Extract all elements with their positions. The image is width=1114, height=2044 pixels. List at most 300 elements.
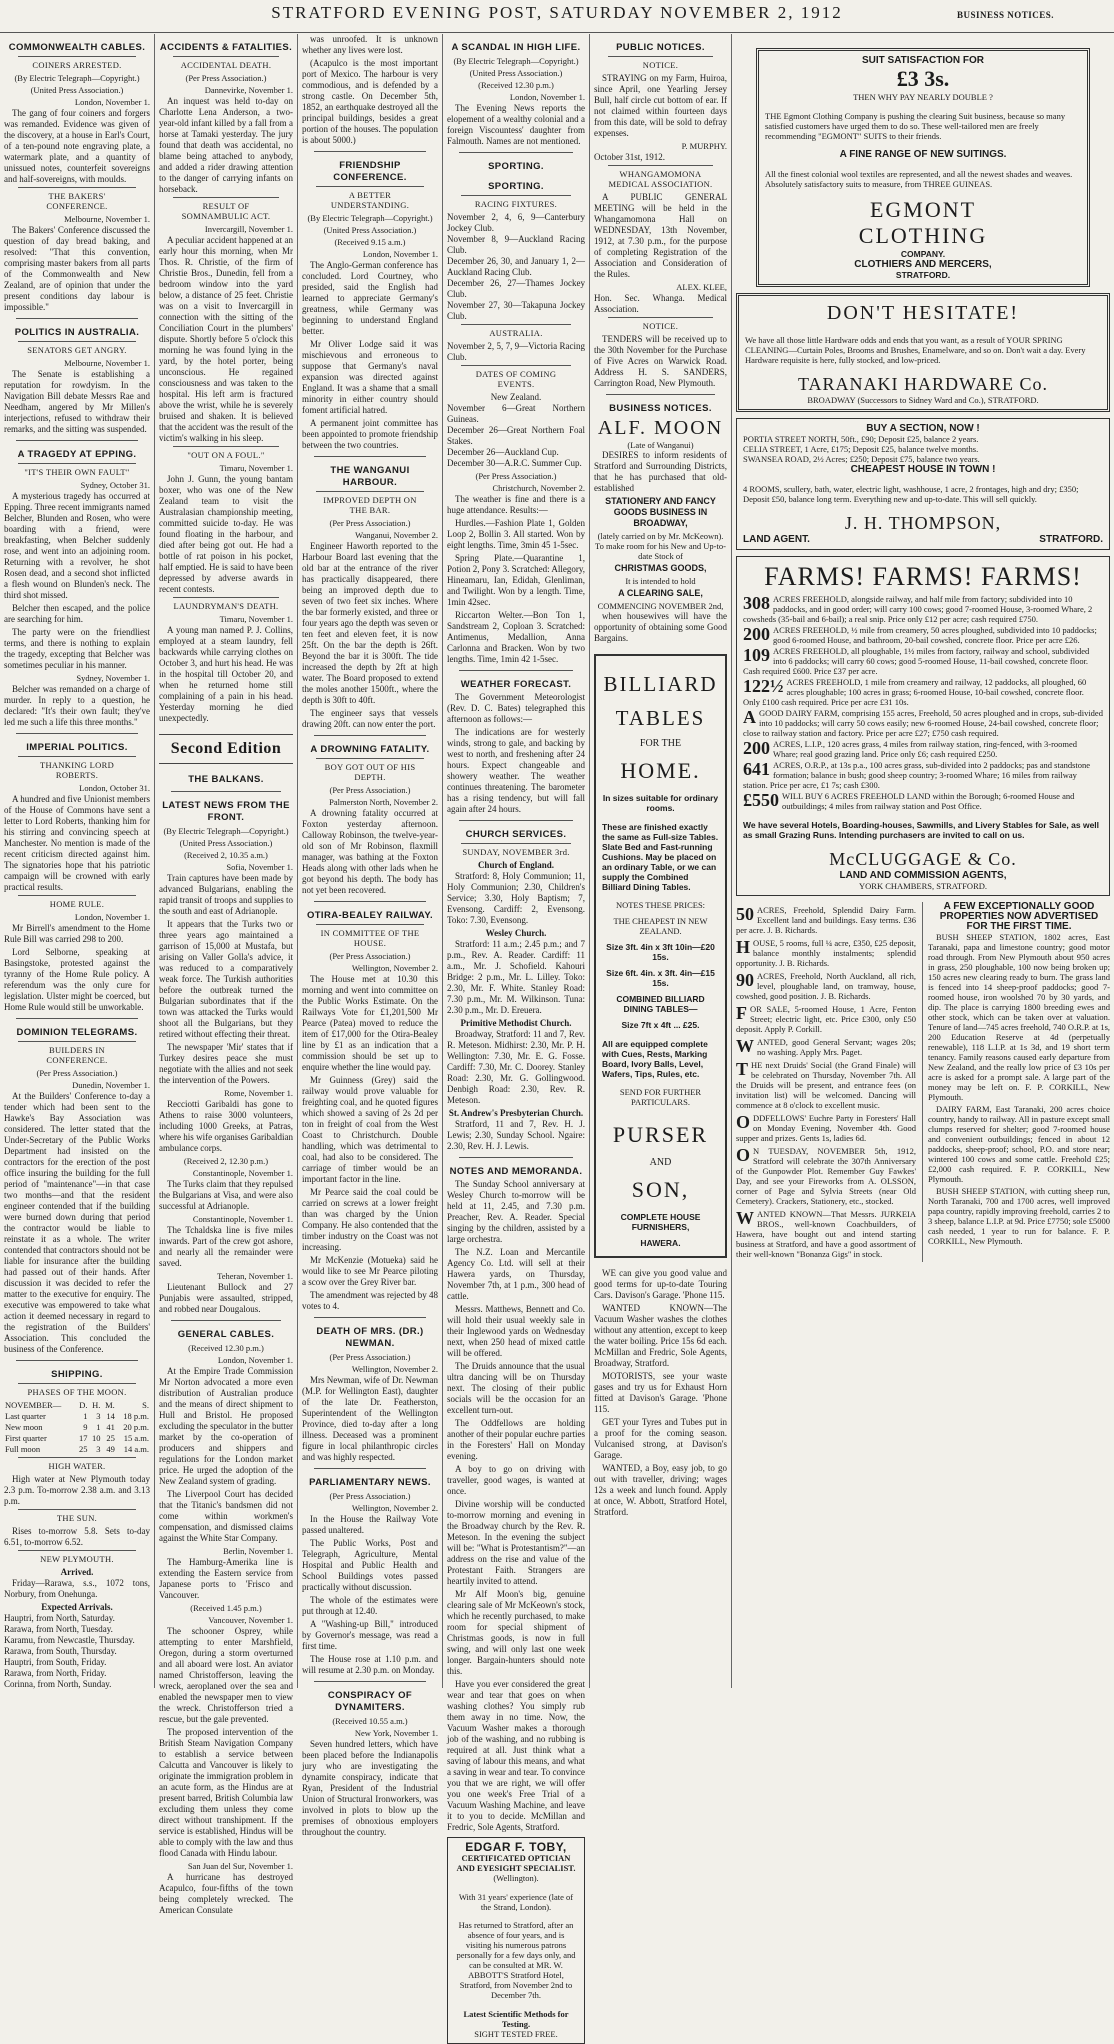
headline: OTIRA-BEALEY RAILWAY.	[306, 910, 434, 921]
dateline: Teheran, November 1.	[217, 1271, 293, 1281]
advert-heading: CHEAPEST HOUSE IN TOWN !	[850, 464, 996, 475]
divider	[459, 152, 573, 153]
dateline: Timaru, November 1.	[219, 463, 293, 473]
church-name: Primitive Methodist Church.	[460, 1018, 572, 1028]
credit: (Per Press Association.)	[185, 73, 267, 83]
listing-text: ACRES, L.I.P., 120 acres grass, 4 miles from railway station, ring-fenced, with 3-roomed Whare; real good grazing land. Price only £6; cash required £250.	[773, 739, 1078, 759]
listing-text: OR SALE, 5-roomed House, 1 Acre, Fenton Street; electric light, etc. Price £300, only £50 deposit. Apply P. Corkill.	[736, 1004, 916, 1034]
column-4	[443, 34, 590, 2039]
list-item: November 27, 30—Takapuna Jockey Club.	[447, 300, 585, 321]
moon-cell: 15 a.m.	[123, 1433, 149, 1443]
article-text: The gang of four coiners and forgers was remanded. Evidence was given of the discovery, at a house in Earl's Court, of a ten-pound note engraving plate, a watermark plate, and a quantity of unissued notes, counterfeit sovereigns and half-sovereigns, with moulds.	[4, 108, 150, 184]
divider	[16, 1360, 138, 1361]
shipping-arrived-heading: Arrived.	[60, 1567, 94, 1577]
credit: (By Electric Telegraph—Copyright.)	[453, 56, 579, 66]
divider	[314, 735, 426, 736]
article-text: A hundred and five Unionist members of the House of Commons have sent a letter to Lord Roberts, thanking him for his stirring and convincing speech at Manchester. No mention is made of the recent criticism directed against him. The signatories hope that his patriotic campaign will be crowned with early practical results.	[4, 794, 150, 892]
advert-title: HOME.	[620, 758, 701, 783]
credit: (Per Press Association.)	[475, 471, 557, 481]
advert-text: LAND AND COMMISSION AGENTS,	[839, 870, 1007, 881]
headline: CHURCH SERVICES.	[465, 829, 567, 840]
moon-cell: 14	[106, 1411, 115, 1421]
advert-heading: A CLEARING SALE,	[618, 588, 703, 598]
section-heading: BUSINESS NOTICES.	[609, 403, 712, 414]
listing	[743, 646, 1103, 676]
advert-title: SON,	[631, 1177, 690, 1202]
advert-brand: J. H. THOMPSON,	[844, 513, 1002, 533]
dateline: London, November 1.	[74, 97, 150, 107]
dateline: Dannevirke, November 1.	[204, 85, 293, 95]
listing-text: ACRES FREEHOLD, 1 mile from creamery and railway, 12 paddocks, all ploughed, 60 acres ploughable; 100 acres in grass; 6-roomed House, 10-bail cowshed, concrete floor. Only £100 cash required. Price per acre £31 10s.	[743, 677, 1087, 707]
moon-cell: 10	[91, 1433, 101, 1443]
dateline: Sydney, November 1.	[76, 673, 150, 683]
headline: LATEST NEWS FROM THE FRONT.	[162, 800, 290, 823]
shipping-expected-heading: Expected Arrivals.	[41, 1602, 113, 1612]
headline: A SCANDAL IN HIGH LIFE.	[451, 42, 581, 53]
small-ad	[736, 1146, 916, 1206]
article-text: The Government Meteorologist (Rev. D. C. Bates) telegraphed this afternoon as follows:—	[447, 692, 585, 724]
advert-brand: TARANAKI HARDWARE Co.	[797, 374, 1049, 394]
received-time: (Received 1.45 p.m.)	[190, 1603, 262, 1613]
listing	[743, 625, 1103, 645]
column-6	[732, 34, 1114, 1688]
divider	[606, 394, 715, 395]
advert-text: DESIRES to inform residents of Stratford and Surrounding Districts, that he has purchased that old-established	[594, 450, 727, 493]
article-text: Divine worship will be conducted to-morrow morning and evening in the Broadway church by the Rev. R. Meteson. In the evening the subject will be: "What is Protestantism?"—an address on the rise and value of the Protestant Faith. Strangers are heartily invited to attend.	[447, 1499, 585, 1586]
headline: WEATHER FORECAST.	[460, 679, 572, 690]
egmont-clothing-advert	[756, 48, 1090, 287]
headline: COMMONWEALTH CABLES.	[8, 42, 146, 53]
list-item: December 30—A.R.C. Summer Cup.	[447, 458, 582, 468]
moon-cell: 49	[106, 1444, 115, 1454]
subheading: IN COMMITTEE OF THE HOUSE.	[316, 924, 424, 948]
small-ad	[736, 1113, 916, 1143]
second-edition-banner: Second Edition	[159, 734, 293, 764]
advert-heading: STATIONERY AND FANCY GOODS BUSINESS IN BROADWAY,	[605, 496, 716, 528]
subheading: THE SUN.	[18, 1509, 136, 1523]
article-text: Lord Selborne, speaking at Basingstoke, protested against the tyranny of the Home Rule policy. A referendum was the only cure for legislation. Ulster might be coerced, but Home Rule would still be unworkable.	[4, 947, 150, 1012]
subheading: BOY GOT OUT OF HIS DEPTH.	[316, 758, 424, 782]
table-row	[4, 1422, 150, 1433]
listing-number: 308	[743, 593, 770, 613]
advert-title: BILLIARD	[603, 672, 718, 696]
table-row	[4, 1411, 150, 1422]
article-text: A "Washing-up Bill," introduced by Governor's message, was read a first time.	[302, 1619, 438, 1651]
listing-number: 122½	[743, 676, 784, 696]
headline: SPORTING.	[488, 161, 544, 172]
headline: GENERAL CABLES.	[177, 1329, 275, 1340]
listing-line: CELIA STREET, 1 Acre, £175; Deposit £25, balance twelve months.	[743, 444, 979, 454]
headline: SPORTING.	[488, 181, 544, 192]
listing-number: H	[736, 937, 751, 957]
divider	[16, 318, 138, 319]
article-text: In the House the Railway Vote passed unaltered.	[302, 1514, 438, 1535]
listing	[743, 760, 1103, 790]
advert-text: BUSH SHEEP STATION, with cutting sheep run, North Taranaki, 700 and 1700 acres, well improved papa country, rapidly improving freehold, carries 2 to 3 sheep, balance L.I.P. at 9d. Price £7750; sole £5000 cash needed, 1 year to run for balance. F. P. CORKILL, New Plymouth.	[928, 1186, 1110, 1246]
article-text: The proposed intervention of the British Steam Navigation Company to establish a service between Calcutta and Vancouver is likely to originate the immigration problem in an acute form, as the Hindus are at present barred, British Columbia law excluding them unless they come direct without transhipment. If the service is established, Hindus will be able to comply with the law and thus flood Canada with Hindu labour.	[159, 1727, 293, 1858]
advert-text: COMPANY.	[900, 249, 946, 259]
listing-number: 90	[736, 970, 754, 990]
article-text: Engineer Haworth reported to the Harbour Board last evening that the old bar at the entrance of the river has practically disappeared, there being an improved depth due to seven of two feet six inches. Where the bar formerly existed, and three or four years ago the depth was seven or ten feet and eleven feet, it is now 25ft. On the bar the depth is 26ft. Beyond the bar it is 300ft. The tide increased the depth by 2ft at high water. The Board proposed to extend the moles another 1500ft., where the depth is 30ft to 40ft.	[302, 541, 438, 705]
article-text: A peculiar accident happened at an early hour this morning, when Mr Thos. R. Christie, of the firm of Christie Bros., Dunedin, fell from a bedroom window into the yard below, a distance of 25 feet. Christie was on a visit to Invercargill in connection with the sitting of the Conciliation Court in the plumbers' dispute. Shortly before 5 o'clock this morning he was found lying in the yard, by the hotel porter, being unconscious. He regained consciousness and was taken to the hospital. His left arm is fractured above the wrist, while he is severely bruised and shaken. It is believed that the accident was the result of the victim's walking in his sleep.	[159, 235, 293, 443]
dateline: Melbourne, November 1.	[64, 214, 150, 224]
article-text: Mr Pearce said the coal could be carried on screws at a lower freight than was charged by the Union Company. He also contended that the timber industry on the Coast was not increasing.	[302, 1187, 438, 1252]
article-text: The weather is fine and there is a huge attendance. Results:—	[447, 494, 585, 515]
article-text: The Hamburg-Amerika line is extending the Eastern service from Japanese ports to 'Frisco and Vancouver.	[159, 1557, 293, 1600]
dateline: San Juan del Sur, November 1.	[187, 1861, 293, 1871]
advert-text: HAWERA.	[640, 1238, 681, 1248]
credit: (By Electric Telegraph—Copyright.)	[163, 826, 289, 836]
divider	[314, 1468, 426, 1469]
advert-text: COMMENCING NOVEMBER 2nd,	[597, 601, 724, 611]
article-text: The engineer says that vessels drawing 20ft. can now enter the port.	[302, 708, 438, 729]
dateline: Palmerston North, November 2.	[329, 797, 438, 807]
small-ad	[736, 1037, 916, 1057]
listing-text: ANTED KNOWN—That Messrs. JURKEIA BROS., well-known Coachbuilders, of Hawera, have bought out and intend starting business at Stratford, and have a good assortment of their well-known "Bonanza Gigs" in stock.	[736, 1209, 916, 1259]
advert-heading: A FINE RANGE OF NEW SUITINGS.	[839, 149, 1007, 160]
advert-title: BUY A SECTION, NOW !	[866, 423, 980, 434]
notice-text: STRAYING on my Farm, Huiroa, since April, one Yearling Jersey Bull, half circle cut bottom of ear. If not claimed within fourteen days from this date, will be sold to defray expenses.	[594, 73, 727, 138]
listing-text: ACRES FREEHOLD, alongside railway, and half mile from factory; subdivided into 10 paddocks, and in good order; will carry 100 cows; good 7-roomed House, 3-roomed Whare, 2 cowsheds (35-bail and 6-bail); a real snip. Price only £12 per acre; cash required £750.	[743, 594, 1093, 624]
divider	[459, 820, 573, 821]
received-time: (Received 12.30 p.m.)	[188, 1343, 264, 1353]
advert-text: These are finished exactly the same as Full-size Tables. Slate Bed and Fast-running Cushions. May be placed on an ordinary Table, or we can supply the Combined Billiard Dining Tables.	[602, 821, 719, 892]
dateline: Wellington, November 2.	[351, 1503, 438, 1513]
divider	[16, 733, 138, 734]
credit: (Per Press Association.)	[329, 1491, 411, 1501]
list-item: December 26—Great Northern Foal Stakes.	[447, 425, 585, 446]
moon-cell: 18 p.m.	[123, 1411, 149, 1421]
advert-title: EDGAR F. TOBY,	[465, 1840, 567, 1854]
advert-title: FARMS! FARMS! FARMS!	[764, 562, 1082, 591]
headline: A DROWNING FATALITY.	[310, 744, 430, 755]
dateline: London, October 31.	[79, 783, 150, 793]
dateline: Wanganui, November 2.	[355, 530, 438, 540]
advert-text: SIGHT TESTED FREE.	[474, 2028, 558, 2039]
advert-title: TABLES	[615, 706, 706, 730]
listing-text: ACRES, Freehold, North Auckland, all rich, level, ploughable land, on tramway, house, cowshed, good position. J. B. Richards.	[736, 971, 916, 1001]
listing-number: 641	[743, 759, 770, 779]
credit: (Per Press Association.)	[329, 785, 411, 795]
table-row	[4, 1444, 150, 1455]
subheading: ACCIDENTAL DEATH.	[173, 56, 279, 70]
advert-text: FOR THE	[639, 738, 682, 749]
church-name: Wesley Church.	[485, 928, 547, 938]
moon-cell: 17	[79, 1433, 88, 1443]
advert-text: NOTES THESE PRICES:	[615, 900, 706, 910]
dateline: Christchurch, November 2.	[492, 483, 585, 493]
small-ad: WANTED, a Boy, easy job, to go out with traveller, driving; wages 12s a week and lunch found. Apply at once, W. Abbott, Stratford Hotel, Stratford.	[594, 1463, 727, 1517]
listing-text: DDFELLOWS' Euchre Party in Foresters' Hall on Monday Evening, November 4th. Good supper and prizes. Gents 1s, ladies 6d.	[736, 1113, 916, 1143]
advert-text: It is intended to hold	[625, 576, 696, 586]
advert-title: PURSER	[612, 1122, 709, 1147]
list-item: November 8, 9—Auckland Racing Club.	[447, 234, 585, 255]
article-text: The Senate is establishing a reputation for rowdyism. In the Navigation Bill debate Messrs Rae and Needham, angered by Mr Millen's interjections, refused to withdraw their remarks, and the sitting was suspended.	[4, 369, 150, 434]
advert-heading: A FEW EXCEPTIONALLY GOOD PROPERTIES NOW ADVERTISED FOR THE FIRST TIME.	[939, 901, 1099, 932]
moon-cell: 3	[96, 1411, 101, 1421]
column-1	[0, 34, 155, 1688]
article-text: Spring Plate.—Quarantine 1, Potion 2, Pony 3. Scratched: Allegory, Hineamaru, Ian, Edidah, Glenliman, and Twilight. Won by a length. Time, 1min 42sec.	[447, 553, 585, 607]
article-text: Have you ever considered the great wear and tear that goes on when washing clothes? You simply rub them away in no time. Now, the Vacuum Washer makes a thorough job of the washing, and no rubbing is required at all. Just think what a saving of labour this means, and what a saving in wear and tear. To convince you that we are right, we will offer you one week's Free Trial of a Vacuum Washing Machine, and leave it to you to decide. McMillan and Fredric, Sole Agents, Stratford.	[447, 1679, 585, 1832]
small-ad: MOTORISTS, see your waste gases and try us for Exhaust Horn fitted at Davison's Garage. 'Phone 115.	[594, 1371, 727, 1414]
listing-text: ACRES FREEHOLD, all ploughable, 1½ miles from factory, railway and school, subdivided into 6 paddocks; will carry 60 cows; good 5-roomed House, 11-bail cowshed, concrete floor. Cash required £600. Price £37 per acre.	[743, 646, 1090, 676]
moon-month: NOVEMBER—	[5, 1400, 62, 1410]
headline: DOMINION TELEGRAMS.	[16, 1027, 138, 1038]
moon-col-head: H.	[92, 1400, 101, 1410]
headline: POLITICS IN AUSTRALIA.	[14, 327, 140, 338]
article-text: Mr McKenzie (Motueka) said he would like to see Mr Pearce piloting a scow over the Grey River bar.	[302, 1255, 438, 1287]
article-text: Friday—Rarawa, s.s., 1072 tons, Norbury, from Onehunga.	[4, 1578, 150, 1599]
advert-text: (lately carried on by Mr. McKeown).	[597, 531, 724, 541]
small-ad	[736, 1004, 916, 1034]
small-ad	[736, 971, 916, 1001]
dateline: London, November 1.	[509, 92, 585, 102]
bottom-ads	[736, 902, 1110, 1262]
divider	[171, 1320, 281, 1321]
article-text: Hurdles.—Fashion Plate 1, Golden Loop 2, Bollin 3. All started. Won by eight lengths. Time, 3min 45 1-5sec.	[447, 518, 585, 550]
article-text: The Druids announce that the usual ultra dancing will be on Thursday next. The closing of their public socials will be the occasion for an excellent turn-out.	[447, 1361, 585, 1415]
article-text: The N.Z. Loan and Mercantile Agency Co. Ltd. will sell at their Hawera yards, on Thursday, November 7th, at 1 p.m., 300 head of cattle.	[447, 1247, 585, 1301]
masthead	[0, 0, 1114, 33]
dateline: Sydney, October 31.	[80, 480, 150, 490]
advert-text: We have all those little Hardware odds and ends that you want, as a result of YOUR SPRING CLEANING—Curtain Poles, Brooms and Brushes, Enamelware, and so on. Don't wait a day. Every Hardware requisite is here, fully stocked, and low-priced.	[745, 334, 1086, 365]
listing-text: ANTED, good General Servant; wages 20s; no washing. Apply Mrs. Paget.	[757, 1037, 916, 1057]
listing-text: OUSE, 5 rooms, full ¼ acre, £350, £25 deposit, balance monthly instalments; splendid opportunity. J. B. Richards.	[736, 938, 916, 968]
moon-cell: 1	[96, 1422, 101, 1432]
advert-brand: McCLUGGAGE & Co.	[829, 849, 1017, 869]
listing-number: F	[736, 1003, 747, 1023]
moon-cell: 3	[96, 1444, 101, 1454]
divider	[314, 1317, 426, 1318]
listing-number: 200	[743, 624, 770, 644]
moon-cell: 20 p.m.	[123, 1422, 149, 1432]
headline: THE BALKANS.	[188, 774, 264, 785]
listing-text: ACRES, Freehold, Splendid Dairy Farm. Excellent land and buildings. Easy terms. £36 per acre. J. B. Richards.	[736, 905, 916, 935]
credit: (Per Press Association.)	[36, 1068, 118, 1078]
article-text: John J. Gunn, the young bantam boxer, who was one of the New Zealand team to visit the Australasian championship meeting, committed suicide to-day. He was found floating in the harbour, and died after being got out. He had a bottle of rat poison in his pocket, half emptied. He is said to have been depressed by adverse awards in recent contests.	[159, 474, 293, 594]
region-label: New Zealand.	[490, 392, 542, 402]
credit: (Per Press Association.)	[329, 951, 411, 961]
list-item: December 26, 27—Thames Jockey Club.	[447, 278, 585, 299]
article-text: Rises to-morrow 5.8. Sets to-day 6.51, to-morrow 6.52.	[4, 1526, 150, 1547]
article-text: A mysterious tragedy has occurred at Epping. Three recent immigrants named Belcher, Blunden and Rosen, who were boarding with a friend, were breakfasting, when Belcher suddenly rose, and went into an adjoining room. Returning with a revolver, he shot Rosen dead, and a second shot inflicted a flesh wound on Blunden's neck. The third shot missed.	[4, 491, 150, 600]
list-item: Rarawa, from South, Thursday.	[4, 1646, 117, 1656]
article-text: High water at New Plymouth today 2.3 p.m. To-morrow 2.38 a.m. and 3.13 p.m.	[4, 1474, 150, 1506]
thompson-land-advert	[736, 418, 1110, 550]
listing-line: PORTIA STREET NORTH, 50ft., £90; Deposit £25, balance 2 years.	[743, 434, 979, 444]
dateline: Vancouver, November 1.	[208, 1615, 293, 1625]
advert-price: Size 3ft. 4in x 3ft 10in—£20 15s.	[606, 942, 715, 962]
dateline: New York, November 1.	[354, 1728, 438, 1738]
advert-heading: CHRISTMAS GOODS,	[614, 563, 707, 573]
listing	[743, 739, 1103, 759]
subheading: "OUT ON A FOUL."	[173, 446, 279, 460]
listing-text: N TUESDAY, NOVEMBER 5th, 1912, Stratford will celebrate the 307th Anniversary of the Gunpowder Plot. Remember Guy Fawkes' Day, and see your Fireworks from A. OLSSON, corner of Page and Sylvia Streets (near Old Cemetery). Crackers, Stationery, etc., stocked.	[736, 1146, 916, 1206]
dateline: Sofia, November 1.	[226, 862, 293, 872]
small-ad	[736, 1209, 916, 1259]
article-text: Belcher then escaped, and the police are searching for him.	[4, 603, 150, 624]
subheading: "IT'S THEIR OWN FAULT"	[18, 463, 136, 477]
advert-text: AND	[649, 1157, 672, 1168]
article-text: A young man named P. J. Collins, employed at a steam laundry, fell backwards while carrying clothes on October 3, and hurt his head. He was in the hospital till October 20, and when he returned home still complaining of a pain in his head. Yesterday morning he died unexpectedly.	[159, 625, 293, 723]
list-item: November 6—Great Northern Guineas.	[447, 403, 585, 424]
advert-text: With 31 years' experience (late of the Strand, London).	[458, 1891, 574, 1912]
notice-title: NOTICE.	[608, 317, 713, 331]
advert-title: DON'T HESITATE!	[826, 302, 1020, 324]
list-item: Karamu, from Newcastle, Thursday.	[4, 1635, 135, 1645]
advert-text: YORK CHAMBERS, STRATFORD.	[859, 881, 987, 891]
headline: A TRAGEDY AT EPPING.	[17, 449, 137, 460]
notice-title: WHANGAMOMONA MEDICAL ASSOCIATION.	[608, 165, 713, 189]
advert-text: All the finest colonial wool textiles are represented, and all the newest shades and weaves. Absolutely satisfactory suits to measure, from THREE GUINEAS.	[765, 168, 1073, 189]
advert-text: All are equipped complete with Cues, Rests, Marking Board, Ivory Balls, Level, Wafers, Tips, Rules, etc.	[602, 1038, 708, 1079]
article-text: At the Empire Trade Commission Mr Norton advocated a more even distribution of Australian produce and the means of direct shipment to Hull and Bristol. He proposed excluding the speculator in the butter market by the co-operation of producers and shippers and regulations for the London market price. He urged the adoption of the New Zealand system of grading.	[159, 1366, 293, 1486]
credit: (Per Press Association.)	[329, 518, 411, 528]
article-text: Train captures have been made by advanced Bulgarians, enabling the rapid transit of troops and supplies to the south and east of Adrianople.	[159, 873, 293, 916]
advert-price: Size 6ft. 4in. x 3ft. 4in—£15 15s.	[606, 968, 715, 988]
listing-number: £550	[743, 790, 779, 810]
article-text: was unroofed. It is unknown whether any lives were lost.	[302, 34, 438, 55]
listing-number: W	[736, 1036, 754, 1056]
list-item: Hauptri, from North, Saturday.	[4, 1613, 115, 1623]
moon-col-head: D.	[79, 1400, 88, 1410]
article-text: The Bakers' Conference discussed the question of day bread baking, and resolved: "That this convention, comprising master bakers from all parts of the Commonwealth and New Zealand, are of opinion that under the present conditions day labour is impossible."	[4, 225, 150, 312]
article-text: The amendment was rejected by 48 votes to 4.	[302, 1290, 438, 1311]
small-ad: WE can give you good value and good terms for up-to-date Touring Cars. Davison's Garage. 'Phone 115.	[594, 1268, 727, 1300]
subheading: NEW PLYMOUTH.	[18, 1550, 136, 1564]
subheading: SUNDAY, NOVEMBER 3rd.	[461, 843, 571, 857]
notice-text: A PUBLIC GENERAL MEETING will be held in the Whangamomona Hall on WEDNESDAY, 13th November, 1912, at 7.30 p.m., for the purpose of completing Registration of the Association and Consideration of the Rules.	[594, 192, 727, 279]
credit: (United Press Association.)	[179, 838, 273, 848]
received-time: (Received 2, 12.30 p.m.)	[183, 1156, 269, 1166]
article-text: The whole of the estimates were put through at 12.40.	[302, 1595, 438, 1616]
advert-text: THEN WHY PAY NEARLY DOUBLE ?	[853, 92, 993, 102]
article-text: The Liverpool Court has decided that the Titanic's bandsmen did not come within workmen's compensation, and dismissed claims against the White Star Company.	[159, 1489, 293, 1543]
divider	[314, 151, 426, 152]
advert-text: COMPLETE HOUSE FURNISHERS,	[620, 1212, 701, 1232]
divider	[459, 1157, 573, 1158]
article-text: A permanent joint committee has been appointed to promote friendship between the two countries.	[302, 418, 438, 450]
moon-phase: New moon	[5, 1422, 43, 1432]
subheading: AUSTRALIA.	[461, 324, 571, 338]
notice-role: Hon. Sec. Whanga. Medical Association.	[594, 293, 727, 314]
received-time: (Received 12.30 p.m.)	[478, 80, 554, 90]
masthead-section: BUSINESS NOTICES.	[956, 10, 1054, 20]
moon-cell: 1	[83, 1411, 88, 1421]
article-text: Lieutenant Bullock and 27 Punjabis were assaulted, stripped, and robbed near Dougalous.	[159, 1282, 293, 1314]
small-ads-column	[736, 902, 916, 1262]
alf-moon-sub: (Late of Wanganui)	[627, 440, 694, 450]
moon-phases-table	[4, 1400, 150, 1455]
advert-text: Latest Scientific Methods for Testing.	[463, 2008, 569, 2029]
moon-phase: Full moon	[5, 1444, 41, 1454]
dateline: London, November 1.	[74, 912, 150, 922]
column-2	[155, 34, 298, 1915]
dateline: Melbourne, November 1.	[64, 358, 150, 368]
headline: NOTES AND MEMORANDA.	[449, 1166, 583, 1177]
table-row	[4, 1433, 150, 1444]
headline: THE WANGANUI HARBOUR.	[330, 465, 410, 488]
article-text: The Turks claim that they repulsed the Bulgarians at Visa, and were also successful at Adrianople.	[159, 1179, 293, 1211]
list-item: November 2, 4, 6, 9—Canterbury Jockey Club.	[447, 212, 585, 233]
subheading: DATES OF COMING EVENTS.	[461, 365, 571, 389]
subheading: THE BAKERS' CONFERENCE.	[18, 187, 136, 211]
headline: DEATH OF MRS. (DR.) NEWMAN.	[316, 1326, 424, 1349]
moon-col-head: M.	[105, 1400, 115, 1410]
moon-cell: 25	[79, 1444, 88, 1454]
listing	[743, 791, 1103, 811]
article-text: Mr Alf Moon's big, genuine clearing sale of Mr McKeown's stock, which he recently purchased, to make room for special shipment of Christmas goods, is now in full swing, and will only last one week longer. Bargain-hunters should note this.	[447, 1589, 585, 1676]
article-text: The Public Works, Post and Telegraph, Agriculture, Mental Hospital and Public Health and School Buildings votes passed practically without discussion.	[302, 1538, 438, 1592]
list-item: Hauptri, from South, Friday.	[4, 1657, 107, 1667]
advert-subtitle: CERTIFICATED OPTICIAN AND EYESIGHT SPECIALIST.	[456, 1853, 576, 1873]
alf-moon-title: ALF. MOON	[597, 417, 724, 439]
received-time: (Received 2, 10.35 a.m.)	[184, 850, 268, 860]
article-text: The party were on the friendliest terms, and there is nothing to explain the tragedy, excepting that Belcher was sometimes peculiar in his manner.	[4, 627, 150, 670]
advert-text: THE Egmont Clothing Company is pushing the clearing Suit business, because so many satisfied customers have urged them to do so. These well-tailored men are freely recommending "EGMONT" SUITS to their friends.	[765, 110, 1066, 141]
notice-title: NOTICE.	[608, 56, 713, 70]
small-ad: GET your Tyres and Tubes put in a proof for the coming season. Vulcanised strong, at Davison's Garage.	[594, 1417, 727, 1460]
credit: (By Electric Telegraph—Copyright.)	[14, 73, 140, 83]
small-ad: WANTED KNOWN—The Vacuum Washer washes the clothes without any attention, except to keep the water boiling. Price 15s 6d each. McMillan and Fredric, Sole Agents, Broadway, Stratford.	[594, 1303, 727, 1368]
notice-text: TENDERS will be received up to the 30th November for the Purchase of Five Acres on Warwick Road. Address H. S. SANDERS, Carrington Road, New Plymouth.	[594, 334, 727, 388]
divider	[314, 901, 426, 902]
article-text: Stratford: 8, Holy Communion; 11, Holy Communion; 2.30, Children's Service; 3.30, Holy Baptism; 7, Evensong. Cardiff: 2, Evensong. Toko: 7.30, Evensong.	[447, 871, 585, 925]
subheading: BUILDERS IN CONFERENCE.	[18, 1041, 136, 1065]
list-item: December 26, 30, and January 1, 2—Auckland Racing Club.	[447, 256, 585, 277]
article-text: It appears that the Turks two or three years ago maintained a garrison of 15,000 at Mustafa, but arising on Valler Golla's advice, it was reduced to a comparatively weak force. The Turkish authorities before the outbreak turned the Bulgarian subordinates that if the town was attacked the Turks would shoot all the Bulgarians, but they retired without effecting their threat.	[159, 919, 293, 1039]
dateline: Dunedin, November 1.	[72, 1080, 150, 1090]
article-text: The schooner Osprey, while attempting to enter Marshfield, Oregon, during a storm overturned and all aboard were lost. An aviator named Christofferson, leaving the wreck, aeroplaned over the sea and enabled the newspaper men to view the wreck. Christofferson tried a rescue, but the gale prevented.	[159, 1626, 293, 1724]
masthead-title: STRATFORD EVENING POST, SATURDAY NOVEMBER 2, 1912	[271, 3, 843, 22]
article-text: At the Builders' Conference to-day a tender which had been sent to the Hawke's Bay Association was considered. The letter stated that the Under-Secretary of the Public Works Department had insisted on the contractors for the erection of the post office insuring the building for the full period of "maintenance"—in that case two months—and that the resident engineer contended that if the building were burned down during that period the contractor would be liable to reinstate it as a whole. The writer contended that contractors should not be liable for insurance after the building had passed out of their hands. After discussion it was decided to refer the matter to the executive for enquiry. The executive was empowered to take what action it deemed necessary in regard to the registration of the Builders' Association. This concluded the business of the Conference.	[4, 1091, 150, 1354]
article-text: Mr Oliver Lodge said it was mischievous and erroneous to suppose that Germany's naval expansion was directed against England. It was a shame that a small minority in either country should foment artificial hatred.	[302, 339, 438, 415]
church-name: Church of England.	[477, 860, 555, 870]
moon-cell: 25	[106, 1433, 115, 1443]
article-text: The House met at 10.30 this morning and went into committee on the Public Works Estimate. On the Railways Vote for £1,201,500 Mr Pearce (Patea) moved to reduce the item of £17,000 for the Otira-Bealey line by £1 as an indication that a commission should be set up to enquire whether the line would pay.	[302, 974, 438, 1072]
divider	[459, 670, 573, 671]
listing-line: SWANSEA ROAD, 2½ Acres; £250; Deposit £75, balance two years.	[743, 454, 980, 464]
subheading: HIGH WATER.	[18, 1457, 136, 1471]
listing-number: T	[736, 1059, 749, 1079]
subheading: SENATORS GET ANGRY.	[18, 341, 136, 355]
listing-text: WILL BUY 6 ACRES FREEHOLD LAND within the Borough; 6-roomed House and outbuildings; 4 miles from railway station and Post Office.	[782, 791, 1075, 811]
credit: (United Press Association.)	[30, 85, 124, 95]
article-text: The Tchaldska line is five miles inwards. Part of the crew got ashore, and nearly all the remainder were saved.	[159, 1225, 293, 1268]
list-item: Corinna, from North, Sunday.	[4, 1679, 112, 1689]
headline: CONSPIRACY OF DYNAMITERS.	[327, 1690, 413, 1713]
dateline: Rome, November 1.	[224, 1088, 293, 1098]
small-ad	[736, 1060, 916, 1110]
dateline: London, November 1.	[217, 1355, 293, 1365]
divider	[314, 1681, 426, 1682]
taranaki-hardware-advert	[736, 293, 1110, 412]
dateline: Constantinople, November 1.	[192, 1214, 293, 1224]
subheading: IMPROVED DEPTH ON THE BAR.	[316, 491, 424, 515]
headline: PARLIAMENTARY NEWS.	[309, 1477, 431, 1488]
article-text: Seven hundred letters, which have been placed before the Indianapolis jury who are investigating the dynamite conspiracy, indicate that Ryan, President of the Industrial Union of Structural Ironworkers, was involved in plots to blow up the premises of obnoxious employers throughout the country.	[302, 1739, 438, 1837]
divider	[171, 791, 281, 792]
church-name: St. Andrew's Presbyterian Church.	[448, 1108, 584, 1118]
article-text: The House rose at 1.10 p.m. and will resume at 2.30 p.m. on Monday.	[302, 1654, 438, 1675]
divider	[16, 440, 138, 441]
headline: ACCIDENTS & FATALITIES.	[159, 42, 293, 53]
dateline: Berlin, November 1.	[223, 1546, 293, 1556]
article-text: The Oddfellows are holding another of their popular euchre parties in the Foresters' Hall on Monday evening.	[447, 1418, 585, 1461]
article-text: A boy to go on driving with traveller, good wages, is wanted at once.	[447, 1464, 585, 1496]
advert-text: CLOTHIERS AND MERCERS,	[854, 259, 992, 270]
advert-text: STRATFORD.	[1039, 534, 1103, 545]
